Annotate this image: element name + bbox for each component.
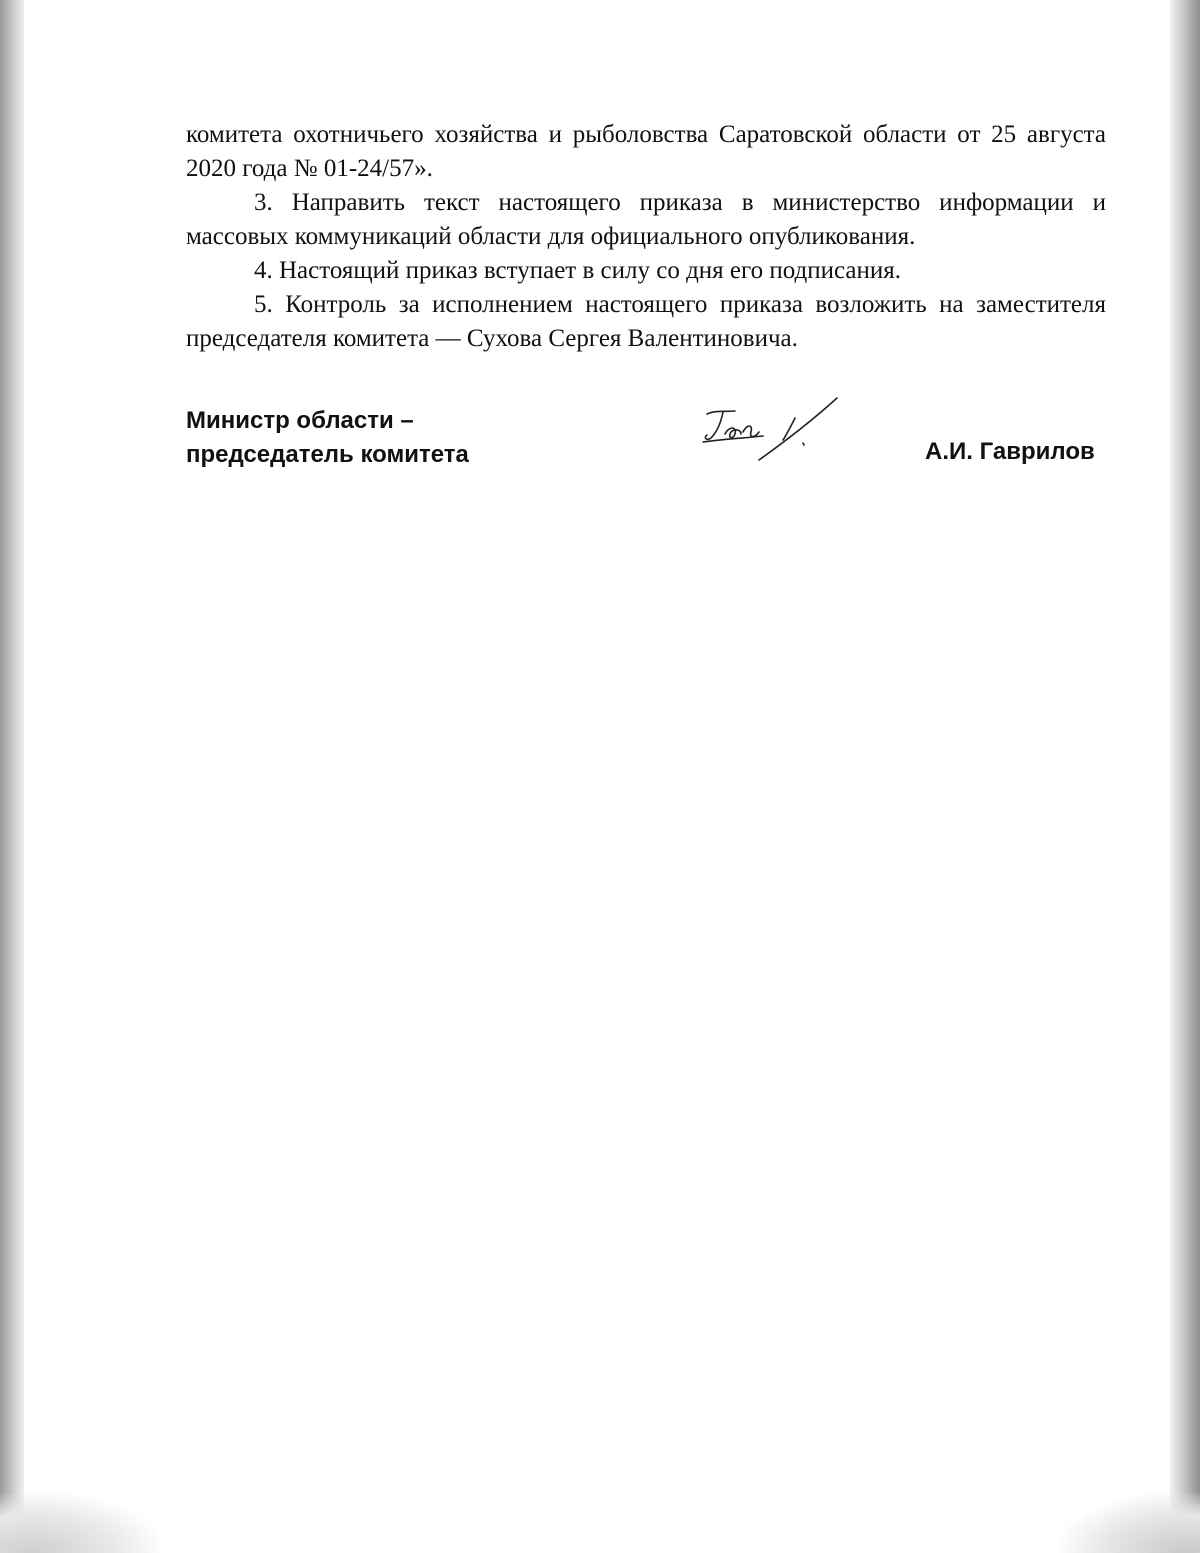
scan-edge-left xyxy=(0,0,24,1553)
paragraph-continuation: комитета охотничьего хозяйства и рыболовства Саратовской области от 25 августа 2020 года № 01-24/57». xyxy=(186,121,1106,182)
signatory-position-line-1: Министр области – xyxy=(186,407,414,434)
paragraph-item-3: 3. Направить текст настоящего приказа в министерство информации и массовых коммуникаций области для официального опубликования. xyxy=(186,189,1106,250)
scan-edge-right xyxy=(1170,0,1200,1553)
scan-corner-left xyxy=(0,1493,160,1553)
signatory-position-line-2: председатель комитета xyxy=(186,441,469,468)
handwritten-signature xyxy=(695,394,845,464)
signatory-name: А.И. Гаврилов xyxy=(925,438,1095,465)
signatory-position xyxy=(186,404,469,472)
scan-corner-right xyxy=(1060,1493,1200,1553)
document-body xyxy=(186,118,1106,356)
paragraph-item-5: 5. Контроль за исполнением настоящего приказа возложить на заместителя председателя комитета — Сухова Сергея Валентиновича. xyxy=(186,291,1106,352)
paragraph-item-4: 4. Настоящий приказ вступает в силу со дня его подписания. xyxy=(254,257,902,284)
